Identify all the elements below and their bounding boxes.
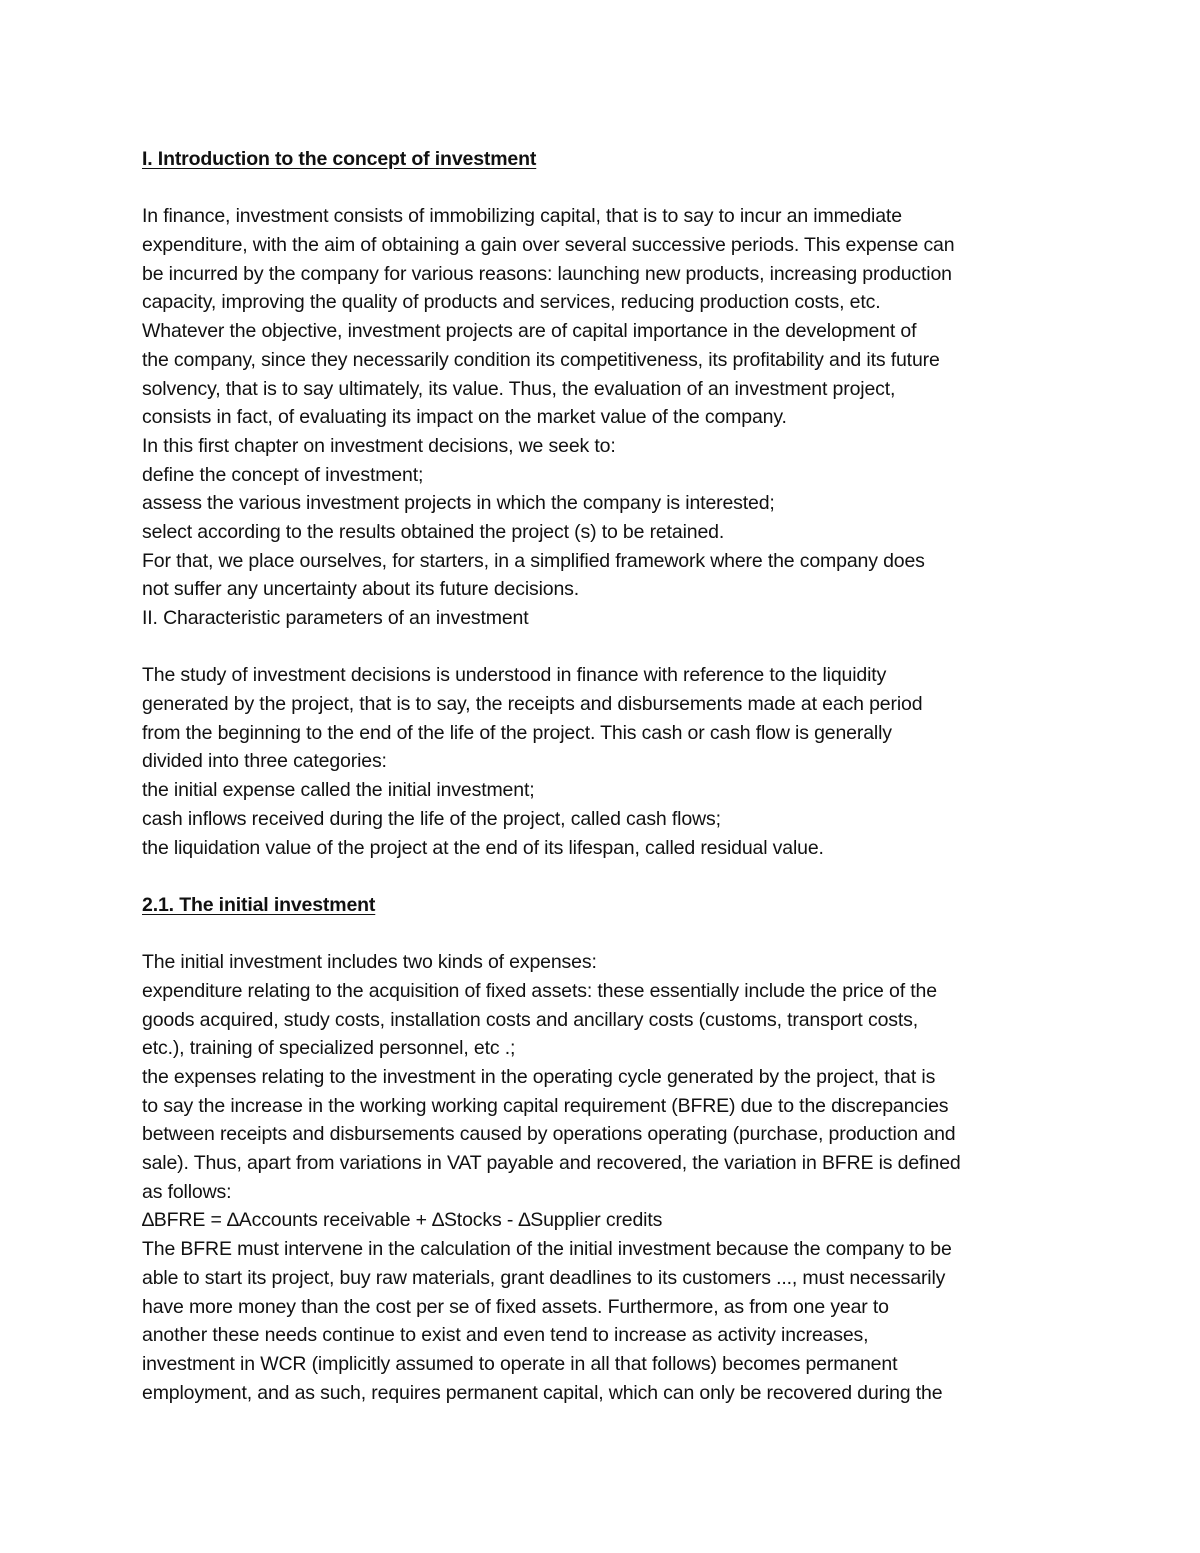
text-line: the initial expense called the initial investment; <box>142 779 535 802</box>
text-line: solvency, that is to say ultimately, its value. Thus, the evaluation of an investment project, <box>142 377 896 400</box>
text-line: The initial investment includes two kinds of expenses: <box>142 951 597 974</box>
text-line: investment in WCR (implicitly assumed to operate in all that follows) becomes permanent <box>142 1352 898 1375</box>
text-line: from the beginning to the end of the life of the project. This cash or cash flow is generally <box>142 721 892 744</box>
blank-line <box>142 633 1072 662</box>
text-line: be incurred by the company for various reasons: launching new products, increasing production <box>142 262 952 285</box>
text-line: For that, we place ourselves, for starters, in a simplified framework where the company does <box>142 549 925 572</box>
blank-line <box>142 920 1072 949</box>
text-line: goods acquired, study costs, installation costs and ancillary costs (customs, transport costs, <box>142 1008 919 1031</box>
document-page <box>142 145 1072 1407</box>
text-line: sale). Thus, apart from variations in VAT payable and recovered, the variation in BFRE is defined <box>142 1152 961 1175</box>
text-line: generated by the project, that is to say, the receipts and disbursements made at each period <box>142 693 923 716</box>
text-line: employment, and as such, requires permanent capital, which can only be recovered during the <box>142 1381 943 1404</box>
text-line: the liquidation value of the project at the end of its lifespan, called residual value. <box>142 836 824 859</box>
text-line: The study of investment decisions is understood in finance with reference to the liquidity <box>142 664 887 687</box>
text-line: to say the increase in the working working capital requirement (BFRE) due to the discrepancies <box>142 1094 949 1117</box>
text-line: Whatever the objective, investment projects are of capital importance in the development of <box>142 320 917 343</box>
subsection-2-1-heading: 2.1. The initial investment <box>142 893 376 916</box>
text-line: In this first chapter on investment decisions, we seek to: <box>142 434 616 457</box>
text-line: assess the various investment projects in which the company is interested; <box>142 492 775 515</box>
text-line: capacity, improving the quality of products and services, reducing production costs, etc. <box>142 291 881 314</box>
text-line: as follows: <box>142 1180 232 1203</box>
text-line: select according to the results obtained the project (s) to be retained. <box>142 520 725 543</box>
text-line: expenditure relating to the acquisition of fixed assets: these essentially include the price of the <box>142 979 937 1002</box>
text-line: The BFRE must intervene in the calculation of the initial investment because the company to be <box>142 1238 952 1261</box>
text-line: divided into three categories: <box>142 750 387 773</box>
bfre-formula: ∆BFRE = ∆Accounts receivable + ∆Stocks - ∆Supplier credits <box>142 1209 663 1232</box>
blank-line <box>142 174 1072 203</box>
text-line: expenditure, with the aim of obtaining a gain over several successive periods. This expense can <box>142 234 955 257</box>
text-line: In finance, investment consists of immobilizing capital, that is to say to incur an immediate <box>142 205 902 228</box>
text-line: the company, since they necessarily condition its competitiveness, its profitability and its future <box>142 348 940 371</box>
section-1-heading: I. Introduction to the concept of investment <box>142 148 537 170</box>
text-line: have more money than the cost per se of fixed assets. Furthermore, as from one year to <box>142 1295 889 1318</box>
text-line: cash inflows received during the life of the project, called cash flows; <box>142 807 721 830</box>
text-line: not suffer any uncertainty about its future decisions. <box>142 578 580 601</box>
section-2-heading: II. Characteristic parameters of an investment <box>142 607 529 629</box>
text-line: the expenses relating to the investment in the operating cycle generated by the project, that is <box>142 1066 936 1088</box>
text-line: consists in fact, of evaluating its impact on the market value of the company. <box>142 406 787 429</box>
text-line: another these needs continue to exist and even tend to increase as activity increases, <box>142 1324 869 1347</box>
text-line: define the concept of investment; <box>142 463 424 486</box>
text-line: between receipts and disbursements caused by operations operating (purchase, production and <box>142 1123 956 1146</box>
blank-line <box>142 862 1072 891</box>
text-line: etc.), training of specialized personnel, etc .; <box>142 1037 516 1060</box>
text-line: able to start its project, buy raw materials, grant deadlines to its customers ..., must necessarily <box>142 1266 946 1289</box>
